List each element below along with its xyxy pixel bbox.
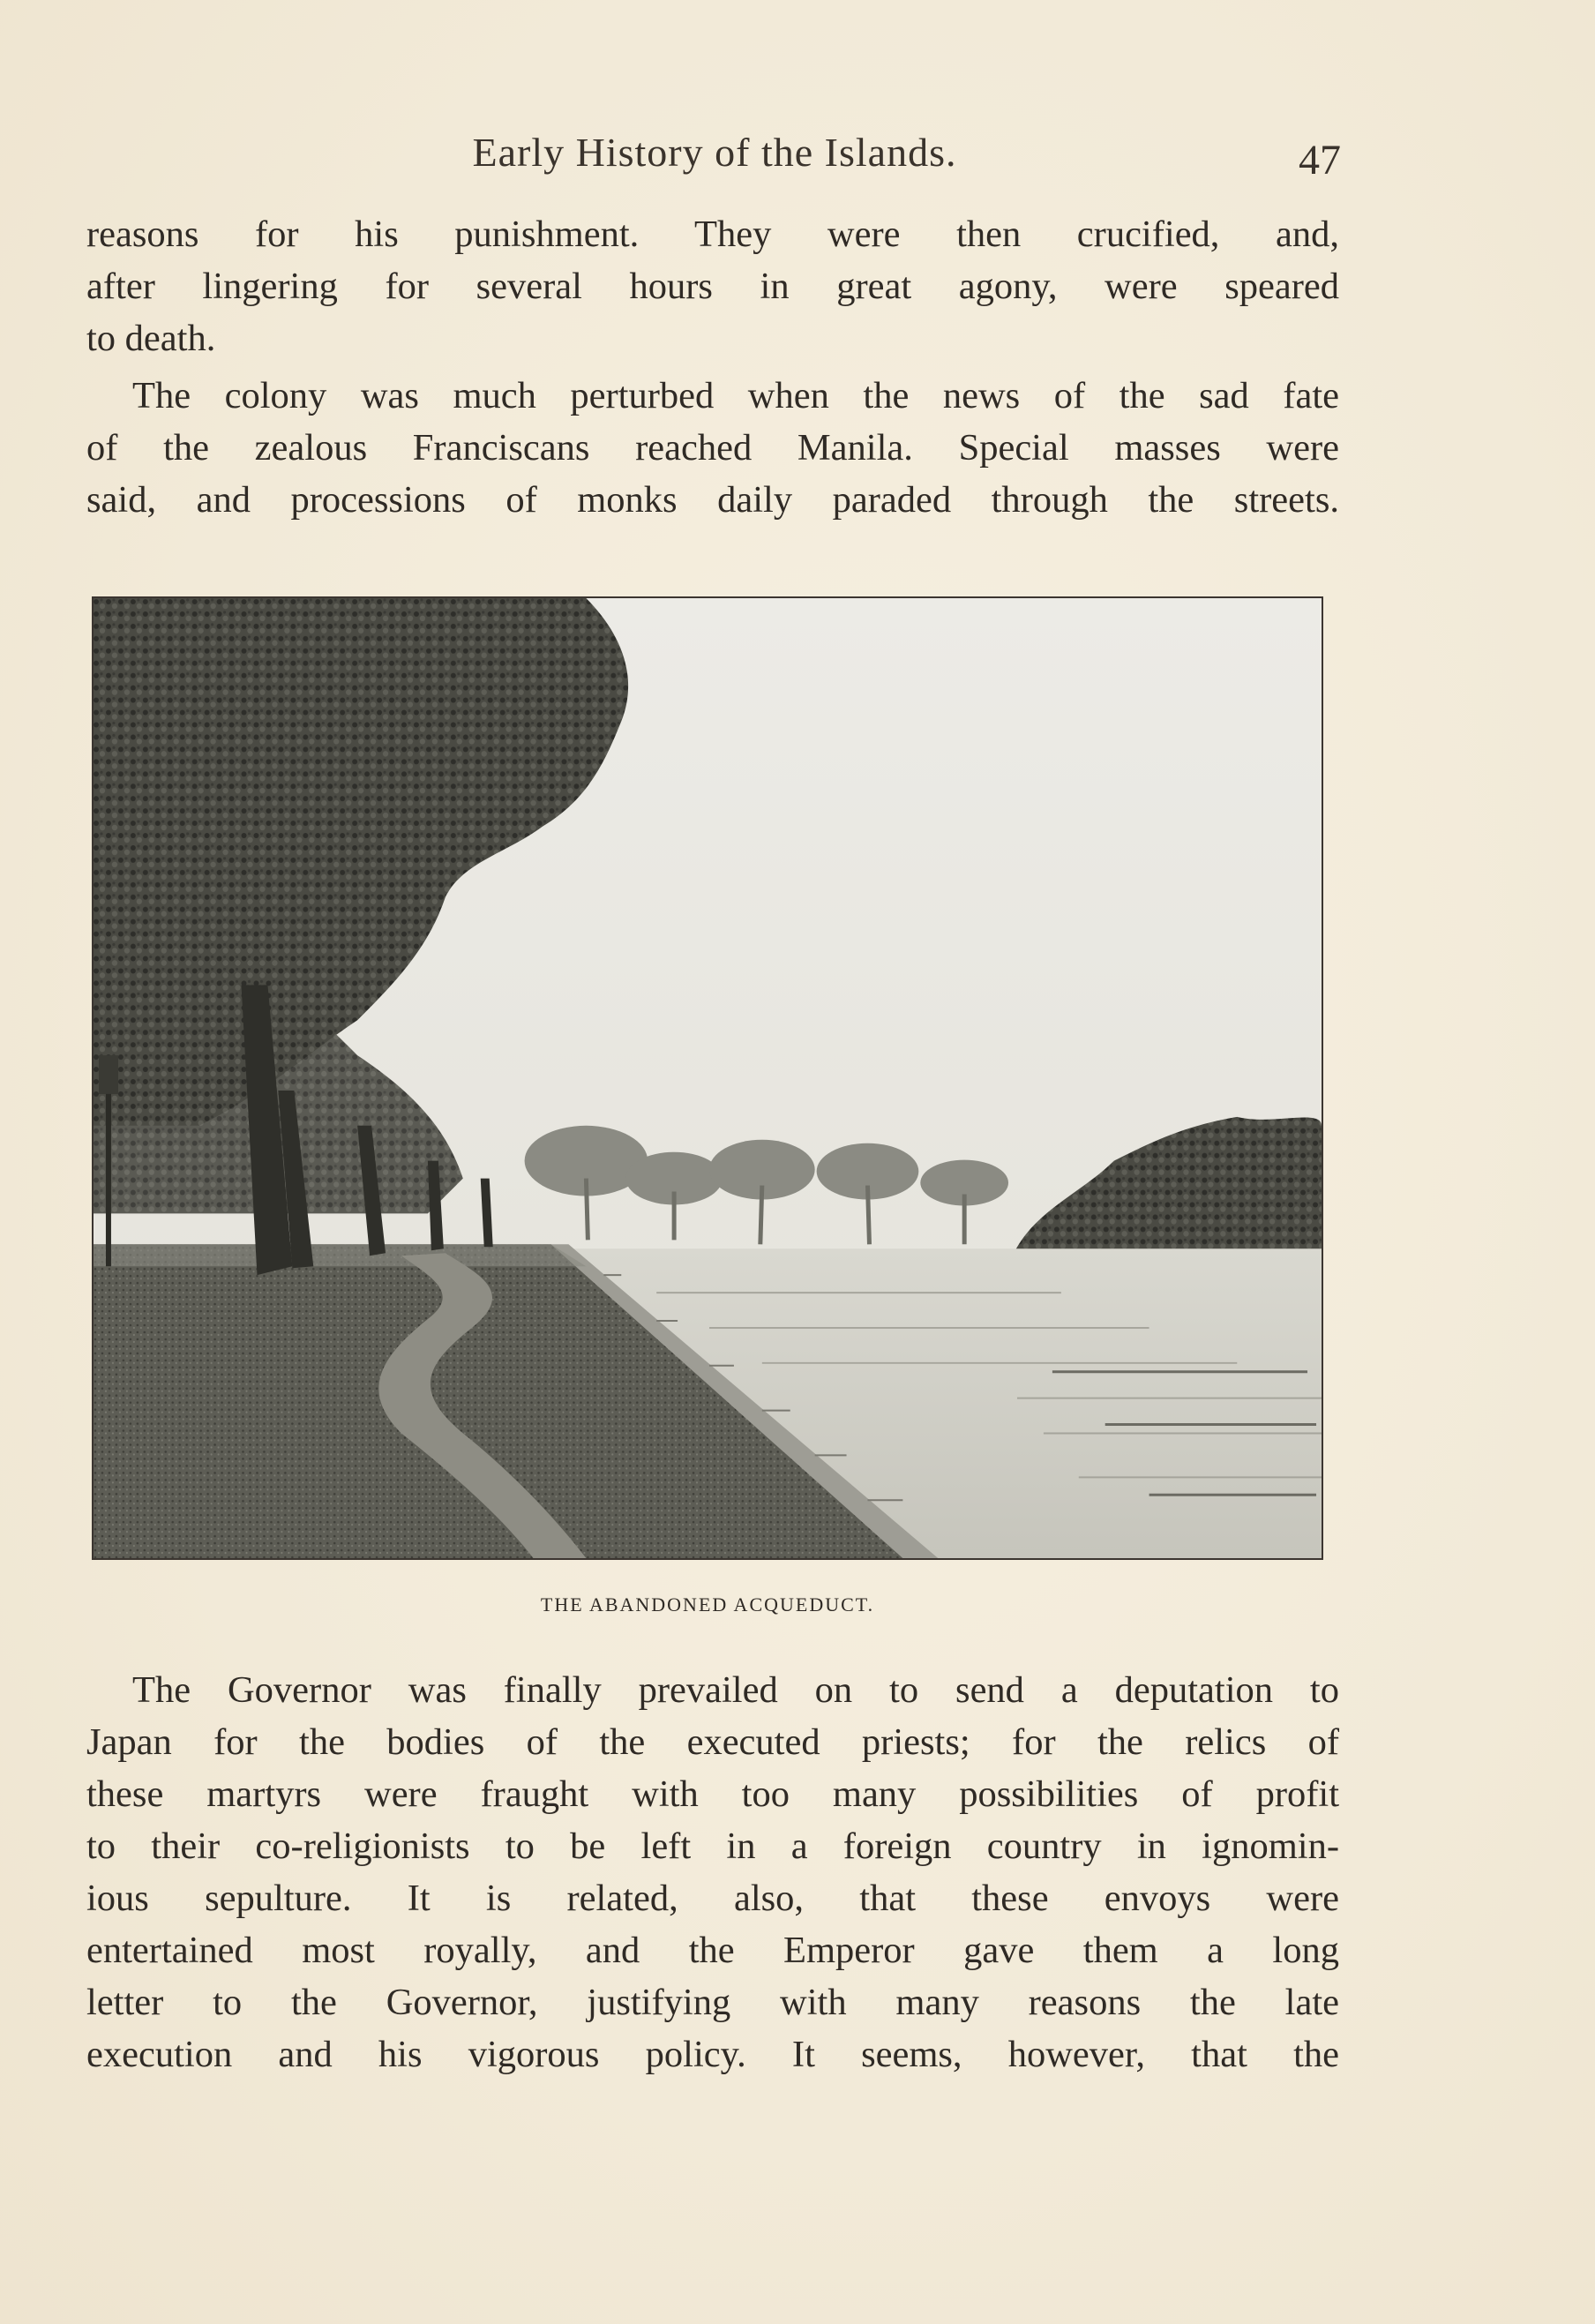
figure-caption: THE ABANDONED ACQUEDUCT. — [540, 1593, 875, 1616]
text-line: of the zealous Franciscans reached Manila. Special masses were — [86, 427, 1339, 469]
text-line: to their co-religionists to be left in a foreign country in ignomin- — [86, 1825, 1339, 1867]
text-line: entertained most royally, and the Emperor gave them a long — [86, 1930, 1339, 1971]
text-line: said, and processions of monks daily paraded through the streets. — [86, 479, 1339, 521]
photo-figure — [92, 596, 1323, 1560]
running-head — [88, 124, 1341, 185]
text-line: letter to the Governor, justifying with many reasons the late — [86, 1982, 1339, 2023]
text-line: execution and his vigorous policy. It seems, however, that the — [86, 2034, 1339, 2075]
text-line: reasons for his punishment. They were then crucified, and, — [86, 214, 1339, 255]
text-block-top — [86, 208, 1339, 526]
text-line: after lingering for several hours in great agony, were speared — [86, 266, 1339, 307]
text-line: to death. — [86, 318, 216, 359]
text-line: The Governor was finally prevailed on to send a deputation to — [132, 1669, 1339, 1711]
text-block-bottom — [86, 1664, 1339, 2080]
text-line: these martyrs were fraught with too many possibilities of profit — [86, 1773, 1339, 1815]
running-title: Early History of the Islands. — [472, 130, 957, 175]
text-line: Japan for the bodies of the executed priests; for the relics of — [86, 1721, 1339, 1763]
acqueduct-photo — [94, 598, 1322, 1558]
paragraph — [86, 208, 1339, 364]
text-line: The colony was much perturbed when the news of the sad fate — [132, 375, 1339, 416]
text-line: ious sepulture. It is related, also, that these envoys were — [86, 1878, 1339, 1919]
paragraph — [86, 370, 1339, 526]
page-number: 47 — [1299, 137, 1341, 184]
paragraph — [86, 1664, 1339, 2080]
